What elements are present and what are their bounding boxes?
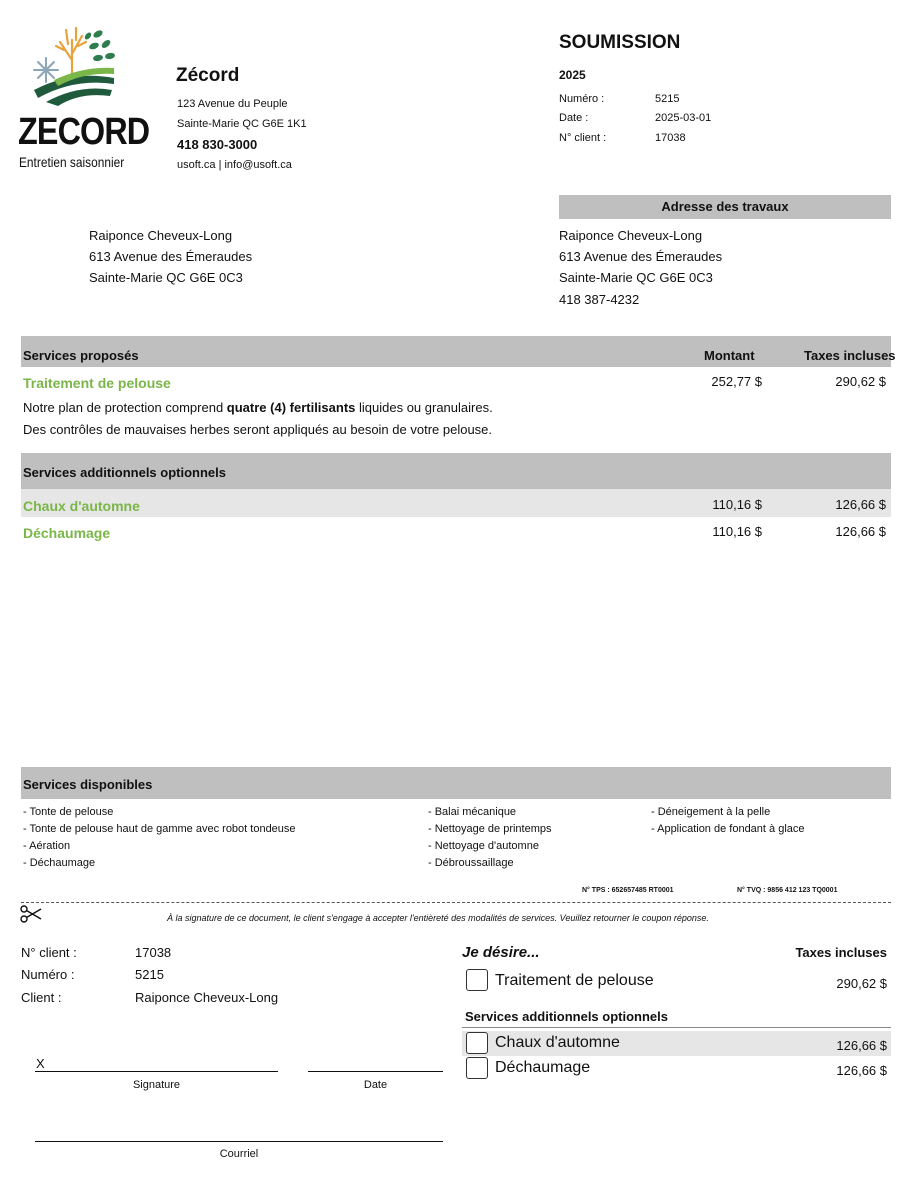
col-amount-header: Montant bbox=[704, 348, 755, 363]
coupon-notice: À la signature de ce document, le client s'engage à accepter l'entièreté des modalités de services. Veuillez retourner le coupon réponse. bbox=[167, 913, 709, 923]
coupon-opt-2-name: Déchaumage bbox=[495, 1059, 591, 1076]
work-address-phone: 418 387-4232 bbox=[559, 292, 640, 307]
work-address-header: Adresse des travaux bbox=[559, 195, 891, 219]
work-address-city: Sainte-Marie QC G6E 0C3 bbox=[559, 270, 713, 285]
optional-item-1-taxes: 126,66 $ bbox=[835, 497, 886, 512]
service-main-desc2: Des contrôles de mauvaises herbes seront appliqués au besoin de votre pelouse. bbox=[23, 422, 493, 437]
signature-label: Signature bbox=[132, 1079, 181, 1091]
bill-to-street: 613 Avenue des Émeraudes bbox=[89, 249, 253, 264]
col-taxes-header: Taxes incluses bbox=[804, 348, 896, 363]
checkbox-traitement[interactable] bbox=[466, 969, 488, 991]
coupon-main-name: Traitement de pelouse bbox=[495, 972, 654, 989]
cut-line bbox=[21, 902, 891, 903]
services-header: Services proposés bbox=[23, 348, 139, 363]
tps-number: N° TPS : 652657485 RT0001 bbox=[582, 887, 674, 894]
company-logo bbox=[24, 20, 124, 110]
coupon-main-price: 290,62 $ bbox=[836, 976, 887, 991]
services-header-bar bbox=[21, 336, 891, 367]
numero-value: 5215 bbox=[655, 93, 680, 105]
desire-heading: Je désire... bbox=[462, 944, 540, 961]
service-main-name: Traitement de pelouse bbox=[23, 375, 171, 391]
available-col3-item-1: - Déneigement à la pelle bbox=[651, 806, 771, 818]
coupon-opt-1-price: 126,66 $ bbox=[836, 1038, 887, 1053]
optional-item-1-amount: 110,16 $ bbox=[712, 497, 762, 512]
client-label: N° client : bbox=[559, 132, 607, 144]
scissors-icon bbox=[20, 905, 42, 923]
optional-item-2-taxes: 126,66 $ bbox=[835, 524, 886, 539]
available-header: Services disponibles bbox=[23, 777, 153, 792]
logo-tagline: Entretien saisonnier bbox=[19, 154, 125, 170]
company-city: Sainte-Marie QC G6E 1K1 bbox=[177, 118, 307, 130]
service-main-desc1 bbox=[23, 400, 493, 415]
bill-to-city: Sainte-Marie QC G6E 0C3 bbox=[89, 270, 243, 285]
coupon-name-value: Raiponce Cheveux-Long bbox=[135, 990, 279, 1005]
doc-year: 2025 bbox=[559, 68, 586, 82]
available-col3-item-2: - Application de fondant à glace bbox=[651, 823, 805, 835]
optional-item-1-name: Chaux d'automne bbox=[23, 498, 140, 514]
optional-header: Services additionnels optionnels bbox=[23, 465, 226, 480]
coupon-opt-1-name: Chaux d'automne bbox=[495, 1034, 620, 1051]
optional-item-2-name: Déchaumage bbox=[23, 525, 111, 541]
tvq-number: N° TVQ : 9856 412 123 TQ0001 bbox=[737, 887, 838, 894]
available-col2-item-2: - Nettoyage de printemps bbox=[428, 823, 552, 835]
date-label: Date : bbox=[559, 112, 589, 124]
doc-title: SOUMISSION bbox=[559, 32, 681, 53]
checkbox-chaux[interactable] bbox=[466, 1032, 488, 1054]
client-value: 17038 bbox=[655, 132, 686, 144]
available-col1-item-2: - Tonte de pelouse haut de gamme avec robot tondeuse bbox=[23, 823, 296, 835]
coupon-optional-divider bbox=[462, 1027, 891, 1028]
optional-item-2-amount: 110,16 $ bbox=[712, 524, 762, 539]
email-label: Courriel bbox=[219, 1148, 259, 1160]
desc1-pre: Notre plan de protection comprend bbox=[23, 400, 227, 415]
available-col2-item-3: - Nettoyage d'automne bbox=[428, 840, 539, 852]
service-main-amount: 252,77 $ bbox=[711, 374, 762, 389]
work-address-name: Raiponce Cheveux-Long bbox=[559, 228, 703, 243]
date-value: 2025-03-01 bbox=[655, 112, 712, 124]
company-street: 123 Avenue du Peuple bbox=[177, 98, 288, 110]
available-col1-item-4: - Déchaumage bbox=[23, 857, 96, 869]
available-col2-item-1: - Balai mécanique bbox=[428, 806, 517, 818]
available-col1-item-3: - Aération bbox=[23, 840, 71, 852]
logo-wordmark: ZECORD bbox=[18, 111, 150, 153]
date-line[interactable] bbox=[308, 1071, 443, 1072]
coupon-name-label: Client : bbox=[21, 990, 62, 1005]
checkbox-dechaumage[interactable] bbox=[466, 1057, 488, 1079]
company-name: Zécord bbox=[176, 65, 240, 86]
coupon-client-label: N° client : bbox=[21, 945, 77, 960]
coupon-optional-header: Services additionnels optionnels bbox=[465, 1009, 668, 1024]
available-col2-item-4: - Débroussaillage bbox=[428, 857, 514, 869]
service-main-taxes: 290,62 $ bbox=[835, 374, 886, 389]
signature-line[interactable] bbox=[35, 1071, 278, 1072]
date-sign-label: Date bbox=[363, 1079, 388, 1091]
numero-label: Numéro : bbox=[559, 93, 605, 105]
bill-to-name: Raiponce Cheveux-Long bbox=[89, 228, 233, 243]
coupon-taxes-header: Taxes incluses bbox=[795, 945, 887, 960]
coupon-opt-2-price: 126,66 $ bbox=[836, 1063, 887, 1078]
coupon-numero-value: 5215 bbox=[135, 967, 164, 982]
available-col1-item-1: - Tonte de pelouse bbox=[23, 806, 114, 818]
coupon-client-value: 17038 bbox=[135, 945, 172, 960]
coupon-numero-label: Numéro : bbox=[21, 967, 75, 982]
company-web-email: usoft.ca | info@usoft.ca bbox=[177, 159, 292, 171]
work-address-street: 613 Avenue des Émeraudes bbox=[559, 249, 723, 264]
signature-x: X bbox=[36, 1056, 45, 1071]
company-phone: 418 830-3000 bbox=[177, 137, 258, 152]
desc1-bold: quatre (4) fertilisants bbox=[226, 400, 356, 415]
email-line[interactable] bbox=[35, 1141, 443, 1142]
desc1-post: liquides ou granulaires. bbox=[355, 400, 493, 415]
